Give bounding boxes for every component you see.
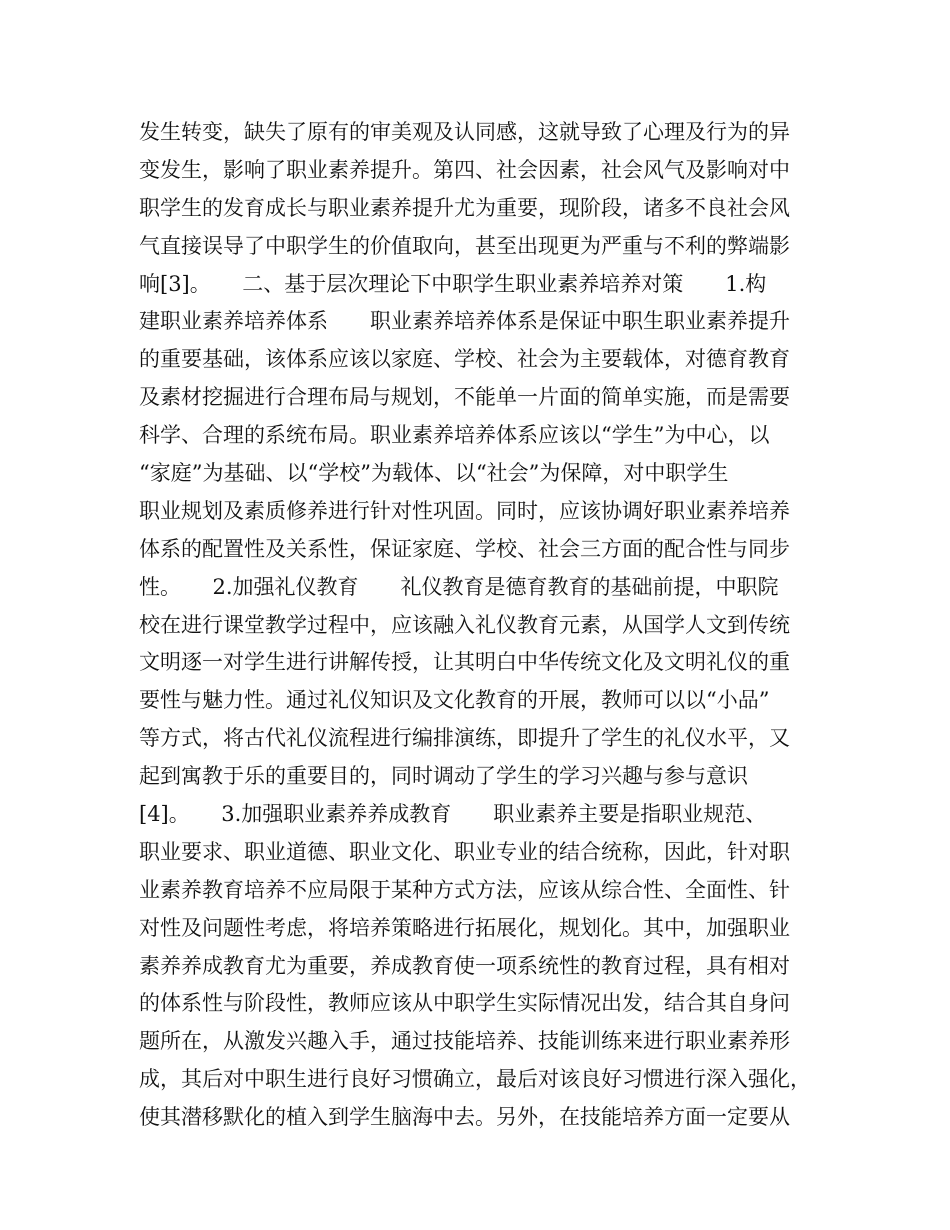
body-text: [139, 114, 829, 1137]
text-line: 题所在，从激发兴趣入手，通过技能培养、技能训练来进行职业素养形: [139, 1029, 790, 1054]
text-line: 文明逐一对学生进行讲解传授，让其明白中华传统文化及文明礼仪的重: [139, 650, 790, 675]
text-line: 职学生的发育成长与职业素养提升尤为重要，现阶段，诸多不良社会风: [139, 195, 790, 220]
text-line: 科学、合理的系统布局。职业素养培养体系应该以“学生”为中心，以: [139, 423, 770, 448]
text-line: 发生转变，缺失了原有的审美观及认同感，这就导致了心理及行为的异: [139, 120, 790, 144]
text-line: 体系的配置性及关系性，保证家庭、学校、社会三方面的配合性与同步: [139, 536, 790, 561]
text-line: 气直接误导了中职学生的价值取向，甚至出现更为严重与不利的弊端影: [139, 233, 790, 258]
text-line: 成，其后对中职生进行良好习惯确立，最后对该良好习惯进行深入强化，: [139, 1067, 811, 1092]
text-line: 校在进行课堂教学过程中，应该融入礼仪教育元素，从国学人文到传统: [139, 612, 790, 637]
text-line: “家庭”为基础、以“学校”为载体、以“社会”为保障，对中职学生: [139, 461, 729, 486]
text-line: 职业要求、职业道德、职业文化、职业专业的结合统称，因此，针对职: [139, 839, 790, 864]
text-line: 对性及问题性考虑，将培养策略进行拓展化，规划化。其中，加强职业: [139, 915, 790, 940]
text-line: 使其潜移默化的植入到学生脑海中去。另外，在技能培养方面一定要从: [139, 1105, 790, 1130]
text-line: 的体系性与阶段性，教师应该从中职学生实际情况出发，结合其自身问: [139, 991, 790, 1016]
text-line: 业素养教育培养不应局限于某种方式方法，应该从综合性、全面性、针: [139, 877, 790, 902]
text-line: 变发生，影响了职业素养提升。第四、社会因素，社会风气及影响对中: [139, 157, 790, 182]
text-line: 等方式，将古代礼仪流程进行编排演练，即提升了学生的礼仪水平，又: [139, 726, 790, 751]
text-line: 要性与魅力性。通过礼仪知识及文化教育的开展，教师可以以“小品”: [139, 688, 770, 713]
text-line: 职业规划及素质修养进行针对性巩固。同时，应该协调好职业素养培养: [139, 498, 790, 523]
text-line: 建职业素养培养体系 职业素养培养体系是保证中职生职业素养提升: [139, 309, 790, 334]
text-line: [4]。 3.加强职业素养养成教育 职业素养主要是指职业规范、: [139, 802, 767, 827]
text-line: 响[3]。 二、基于层次理论下中职学生职业素养培养对策 1.构: [139, 271, 767, 296]
text-line: 的重要基础，该体系应该以家庭、学校、社会为主要载体，对德育教育: [139, 347, 790, 372]
text-line: 性。 2.加强礼仪教育 礼仪教育是德育教育的基础前提，中职院: [139, 574, 779, 599]
text-line: 及素材挖掘进行合理布局与规划，不能单一片面的简单实施，而是需要: [139, 385, 790, 410]
text-line: 素养养成教育尤为重要，养成教育使一项系统性的教育过程，具有相对: [139, 953, 790, 978]
text-line: 起到寓教于乐的重要目的，同时调动了学生的学习兴趣与参与意识: [139, 764, 748, 789]
